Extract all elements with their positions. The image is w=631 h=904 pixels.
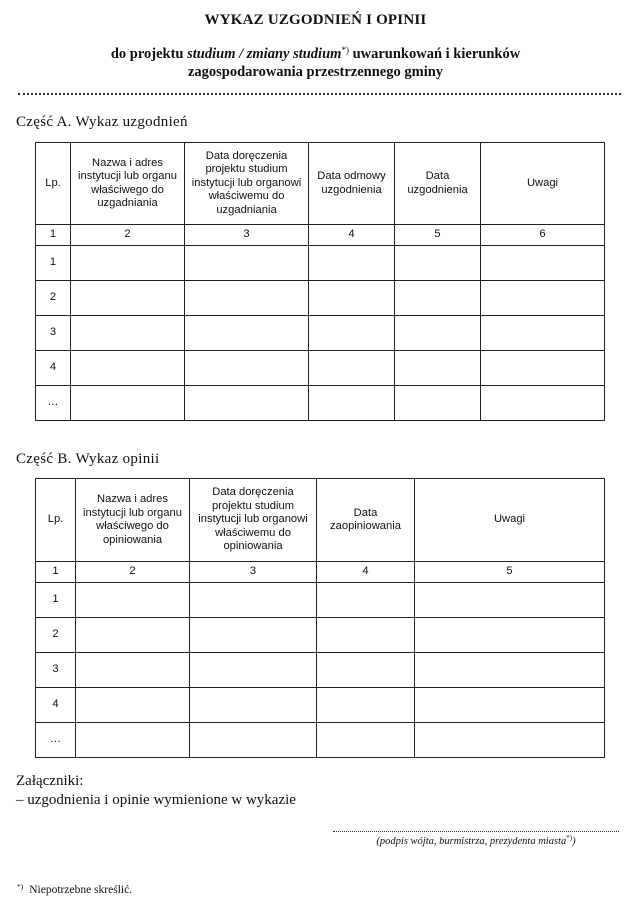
table-row (36, 316, 605, 351)
column-number: 5 (395, 225, 481, 246)
table-row (36, 618, 605, 653)
blank-cell[interactable] (481, 281, 605, 316)
blank-cell[interactable] (71, 351, 185, 386)
blank-cell[interactable] (415, 618, 605, 653)
blank-cell[interactable] (317, 688, 415, 723)
header-cell: Data odmowy uzgodnienia (309, 143, 395, 225)
blank-cell[interactable] (317, 653, 415, 688)
blank-cell[interactable] (317, 583, 415, 618)
table-row (36, 723, 605, 758)
table-row (36, 688, 605, 723)
table-row (36, 351, 605, 386)
blank-cell[interactable] (395, 246, 481, 281)
document-subtitle (0, 45, 631, 81)
blank-cell[interactable] (481, 246, 605, 281)
blank-cell[interactable] (395, 386, 481, 421)
opinions-table (35, 478, 605, 758)
signature-caption-end: ) (572, 836, 576, 847)
subtitle-line-1 (0, 45, 631, 63)
blank-cell[interactable] (317, 723, 415, 758)
blank-cell[interactable] (71, 281, 185, 316)
blank-cell[interactable] (185, 316, 309, 351)
table-row (36, 583, 605, 618)
blank-cell[interactable] (415, 653, 605, 688)
attachments-item: – uzgodnienia i opinie wymienione w wykazie (16, 792, 296, 808)
blank-cell[interactable] (395, 281, 481, 316)
subtitle-prefix: do projektu (110, 46, 188, 62)
blank-cell[interactable] (309, 316, 395, 351)
blank-cell[interactable] (481, 351, 605, 386)
header-cell: Data doręczenia projektu studium instytucji lub organowi właściwemu do uzgadniania (185, 143, 309, 225)
blank-cell[interactable] (190, 583, 317, 618)
subtitle-line-2: zagospodarowania przestrzennego gminy (187, 64, 444, 80)
table-header-row (36, 143, 605, 225)
blank-cell[interactable] (71, 246, 185, 281)
row-number: 3 (36, 653, 76, 688)
header-cell: Data uzgodnienia (395, 143, 481, 225)
column-number-row (36, 562, 605, 583)
column-number: 6 (481, 225, 605, 246)
column-number: 5 (415, 562, 605, 583)
blank-cell[interactable] (309, 246, 395, 281)
subtitle-rest: uwarunkowań i kierunków (348, 46, 521, 62)
blank-cell[interactable] (185, 351, 309, 386)
column-number: 1 (36, 562, 76, 583)
blank-cell[interactable] (190, 723, 317, 758)
table-row (36, 246, 605, 281)
blank-cell[interactable] (185, 246, 309, 281)
table-row (36, 281, 605, 316)
header-cell: Uwagi (481, 143, 605, 225)
table-row (36, 653, 605, 688)
header-cell: Data doręczenia projektu studium instytucji lub organowi właściwemu do opiniowania (190, 479, 317, 562)
blank-cell[interactable] (481, 316, 605, 351)
blank-cell[interactable] (481, 386, 605, 421)
header-cell: Uwagi (415, 479, 605, 562)
blank-cell[interactable] (76, 618, 190, 653)
header-cell: Lp. (36, 479, 76, 562)
column-number: 2 (71, 225, 185, 246)
row-number: … (36, 723, 76, 758)
signature-caption-text: (podpis wójta, burmistrza, prezydenta miasta (376, 836, 567, 847)
footnote-mark: *) (17, 882, 24, 891)
part-b-heading: Część B. Wykaz opinii (16, 451, 160, 467)
row-number: … (36, 386, 71, 421)
footnote-text: Niepotrzebne skreślić. (29, 884, 133, 896)
row-number: 2 (36, 281, 71, 316)
row-number: 4 (36, 688, 76, 723)
column-number: 4 (309, 225, 395, 246)
blank-cell[interactable] (71, 386, 185, 421)
blank-cell[interactable] (395, 351, 481, 386)
column-number-row (36, 225, 605, 246)
column-number: 3 (190, 562, 317, 583)
blank-cell[interactable] (190, 688, 317, 723)
row-number: 2 (36, 618, 76, 653)
signature-footnote-mark: *) (566, 834, 573, 842)
footnote (17, 884, 132, 896)
blank-cell[interactable] (71, 316, 185, 351)
blank-cell[interactable] (190, 618, 317, 653)
column-number: 1 (36, 225, 71, 246)
table-row (36, 386, 605, 421)
header-cell: Lp. (36, 143, 71, 225)
blank-cell[interactable] (309, 386, 395, 421)
document-title: WYKAZ UZGODNIEŃ I OPINII (204, 12, 427, 28)
row-number: 1 (36, 246, 71, 281)
column-number: 4 (317, 562, 415, 583)
header-cell: Nazwa i adres instytucji lub organu właściwego do opiniowania (76, 479, 190, 562)
row-number: 4 (36, 351, 71, 386)
blank-cell[interactable] (76, 653, 190, 688)
blank-cell[interactable] (395, 316, 481, 351)
blank-cell[interactable] (190, 653, 317, 688)
blank-cell[interactable] (76, 583, 190, 618)
gmina-fill-line (18, 93, 621, 95)
header-cell: Data zaopiniowania (317, 479, 415, 562)
blank-cell[interactable] (309, 351, 395, 386)
row-number: 3 (36, 316, 71, 351)
subtitle-footnote-mark: *) (341, 45, 349, 55)
table-header-row (36, 479, 605, 562)
blank-cell[interactable] (309, 281, 395, 316)
blank-cell[interactable] (76, 723, 190, 758)
blank-cell[interactable] (317, 618, 415, 653)
subtitle-italic: studium / zmiany studium (187, 46, 342, 62)
signature-line[interactable] (333, 831, 619, 832)
blank-cell[interactable] (415, 583, 605, 618)
agreements-table (35, 142, 605, 421)
blank-cell[interactable] (415, 688, 605, 723)
signature-caption (333, 836, 619, 847)
blank-cell[interactable] (415, 723, 605, 758)
part-a-heading: Część A. Wykaz uzgodnień (16, 114, 188, 130)
blank-cell[interactable] (76, 688, 190, 723)
column-number: 2 (76, 562, 190, 583)
row-number: 1 (36, 583, 76, 618)
column-number: 3 (185, 225, 309, 246)
attachments-label: Załączniki: (16, 773, 84, 789)
blank-cell[interactable] (185, 281, 309, 316)
blank-cell[interactable] (185, 386, 309, 421)
header-cell: Nazwa i adres instytucji lub organu właściwego do uzgadniania (71, 143, 185, 225)
